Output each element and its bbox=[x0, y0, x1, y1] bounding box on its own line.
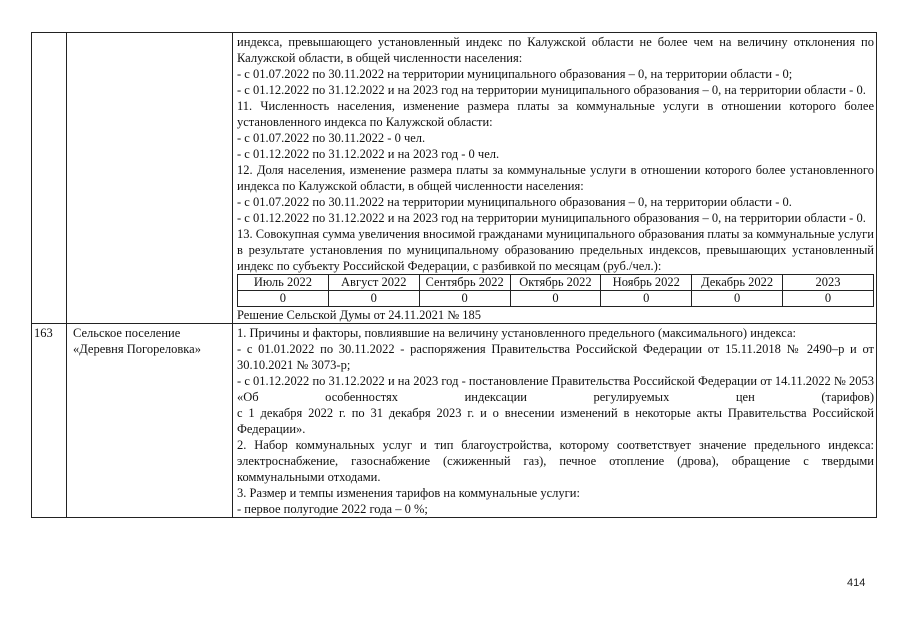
month-value: 0 bbox=[510, 291, 601, 307]
month-value: 0 bbox=[238, 291, 329, 307]
paragraph: 11. Численность населения, изменение размера платы за коммунальные услуги в отношении которого более установленного индекса по Калужской области: bbox=[237, 99, 874, 129]
paragraph: - с 01.12.2022 по 31.12.2022 и на 2023 год на территории муниципального образования – 0, на территории области - 0. bbox=[237, 211, 866, 225]
month-value: 0 bbox=[419, 291, 510, 307]
paragraph: - с 01.01.2022 по 30.11.2022 - распоряжения Правительства Российской Федерации от 15.11.2018 № 2490–р и от 30.10.2021 № 3073-р; bbox=[237, 342, 874, 372]
settlement-cell bbox=[67, 33, 233, 324]
months-table bbox=[237, 274, 874, 307]
document-table bbox=[31, 32, 877, 518]
paragraph: 2. Набор коммунальных услуг и тип благоустройства, которому соответствует значение предельного индекса: электроснабжение, газоснабжение (сжиженный газ), печное отопление (дрова), обращение с твердыми коммунальными отходами. bbox=[237, 438, 874, 484]
paragraph: - с 01.07.2022 по 30.11.2022 - 0 чел. bbox=[237, 131, 426, 145]
row-number-cell bbox=[32, 33, 67, 324]
paragraph: - с 01.12.2022 по 31.12.2022 и на 2023 год - 0 чел. bbox=[237, 147, 500, 161]
month-header: Сентябрь 2022 bbox=[419, 275, 510, 291]
month-header: Октябрь 2022 bbox=[510, 275, 601, 291]
month-value: 0 bbox=[692, 291, 783, 307]
paragraph: 13. Совокупная сумма увеличения вносимой гражданами муниципального образования платы за коммунальные услуги в результате установления по муниципальному образованию предельных индексов, превышающих установленный индекс по субъекту Российской Федерации, с разбивкой по месяцам (руб./чел.): bbox=[237, 227, 874, 273]
months-value-row bbox=[238, 291, 874, 307]
months-header-row bbox=[238, 275, 874, 291]
paragraph: - с 01.07.2022 по 30.11.2022 на территории муниципального образования – 0, на территории области - 0. bbox=[237, 195, 792, 209]
month-value: 0 bbox=[328, 291, 419, 307]
settlement-name: «Деревня Погореловка» bbox=[73, 342, 201, 356]
paragraph: 3. Размер и темпы изменения тарифов на коммунальные услуги: bbox=[237, 486, 580, 500]
month-header: Ноябрь 2022 bbox=[601, 275, 692, 291]
table-row-163 bbox=[32, 324, 877, 518]
paragraph: индекса, превышающего установленный индекс по Калужской области не более чем на величину отклонения по Калужской области, в общей численности населения: bbox=[237, 35, 874, 65]
paragraph: - с 01.07.2022 по 30.11.2022 на территории муниципального образования – 0, на территории области - 0; bbox=[237, 67, 793, 81]
month-header: 2023 bbox=[783, 275, 874, 291]
month-header: Август 2022 bbox=[328, 275, 419, 291]
table-row-continued bbox=[32, 33, 877, 324]
paragraph: - первое полугодие 2022 года – 0 %; bbox=[237, 502, 428, 516]
paragraph: - с 01.12.2022 по 31.12.2022 и на 2023 год на территории муниципального образования – 0, на территории области - 0. bbox=[237, 83, 866, 97]
page-number: 414 bbox=[847, 577, 866, 589]
row-number-cell: 163 bbox=[32, 324, 67, 518]
paragraph: 12. Доля населения, изменение размера платы за коммунальные услуги в отношении которого более установленного индекса по Калужской области, в общей численности населения: bbox=[237, 163, 874, 193]
paragraph: - с 01.12.2022 по 31.12.2022 и на 2023 год - постановление Правительства Российской Федерации от 14.11.2022 № 2053 «Об особенностях индексации регулируемых цен (тарифов) bbox=[237, 374, 874, 404]
content-cell-continued bbox=[233, 33, 877, 324]
month-header: Июль 2022 bbox=[238, 275, 329, 291]
paragraph: с 1 декабря 2022 г. по 31 декабря 2023 г. и о внесении изменений в некоторые акты Правительства Российской Федерации». bbox=[237, 406, 874, 436]
decision-reference: Решение Сельской Думы от 24.11.2021 № 185 bbox=[237, 308, 482, 322]
paragraph: 1. Причины и факторы, повлиявшие на величину установленного предельного (максимального) индекса: bbox=[237, 326, 796, 340]
content-cell-163 bbox=[233, 324, 877, 518]
settlement-type: Сельское поселение bbox=[73, 326, 181, 340]
month-value: 0 bbox=[783, 291, 874, 307]
settlement-cell bbox=[67, 324, 233, 518]
month-value: 0 bbox=[601, 291, 692, 307]
month-header: Декабрь 2022 bbox=[692, 275, 783, 291]
